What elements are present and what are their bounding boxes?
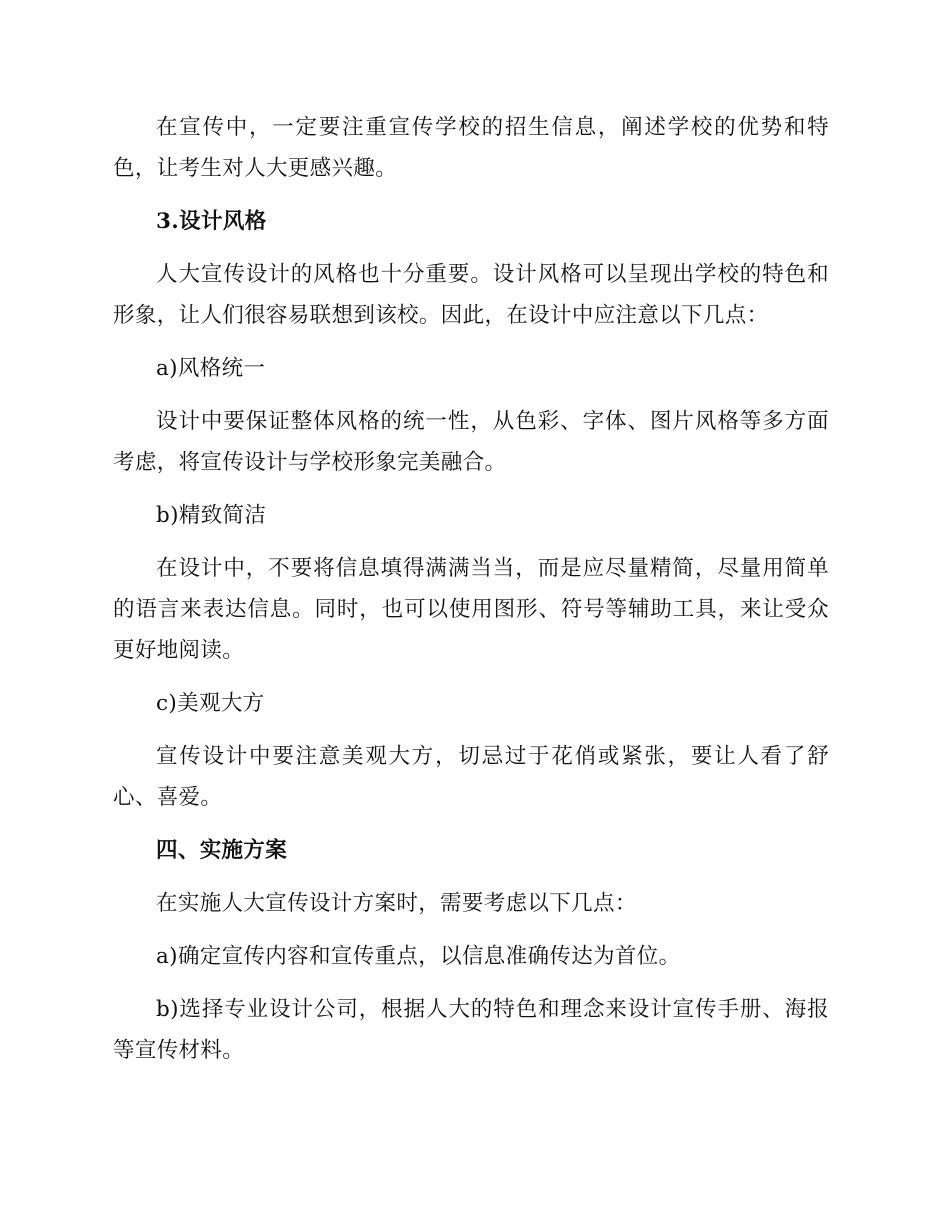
list-item-refined-simple: b)精致简洁 <box>156 503 267 528</box>
document-body <box>113 107 829 1071</box>
paragraph-implementation-intro: 在实施人大宣传设计方案时，需要考虑以下几点： <box>156 891 637 916</box>
paragraph-beautiful-generous: 宣传设计中要注意美观大方，切忌过于花俏或紧张，要让人看了舒心、喜爱。 <box>113 744 829 810</box>
list-item-beautiful-generous: c)美观大方 <box>156 691 265 716</box>
list-item-content-focus: a)确定宣传内容和宣传重点，以信息准确传达为首位。 <box>156 944 681 969</box>
paragraph-refined-simple: 在设计中，不要将信息填得满满当当，而是应尽量精简，尽量用简单的语言来表达信息。同时，也可以使用图形、符号等辅助工具，来让受众更好地阅读。 <box>113 556 829 663</box>
list-item-design-company: b)选择专业设计公司，根据人大的特色和理念来设计宣传手册、海报等宣传材料。 <box>113 997 829 1063</box>
list-item-unified-style: a)风格统一 <box>156 356 266 381</box>
paragraph-design-style-intro: 人大宣传设计的风格也十分重要。设计风格可以呈现出学校的特色和形象，让人们很容易联想到该校。因此，在设计中应注意以下几点： <box>113 262 829 328</box>
section-heading-implementation: 四、实施方案 <box>156 838 288 863</box>
paragraph-unified-style: 设计中要保证整体风格的统一性，从色彩、字体、图片风格等多方面考虑，将宣传设计与学校形象完美融合。 <box>113 409 829 475</box>
paragraph-promotion-info: 在宣传中，一定要注重宣传学校的招生信息，阐述学校的优势和特色，让考生对人大更感兴趣。 <box>113 115 829 181</box>
section-heading-design-style: 3.设计风格 <box>156 209 267 234</box>
